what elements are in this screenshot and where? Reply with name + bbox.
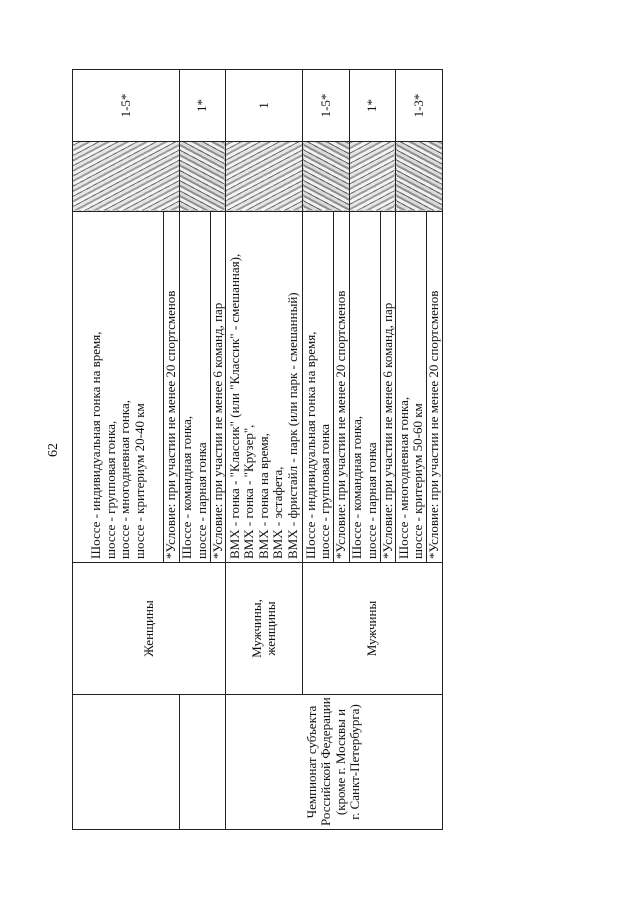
condition-cell: *Условие: при участии не менее 20 спортсменов: [164, 212, 180, 563]
rank-cell: 1-5*: [73, 70, 180, 142]
page-number: 62: [46, 443, 61, 457]
rank-cell: 1*: [349, 70, 396, 142]
discipline-cell: Шоссе - индивидуальная гонка на время, шоссе - групповая гонка, шоссе - многодневная гонка, шоссе - критериум 20-40 км: [73, 212, 164, 563]
discipline-cell: Шоссе - индивидуальная гонка на время, шоссе - групповая гонка: [303, 212, 334, 563]
discipline-cell: Шоссе - многодневная гонка, шоссе - критериум 50-60 км: [396, 212, 427, 563]
table-row: [179, 70, 210, 830]
discipline-cell: Шоссе - командная гонка, шоссе - парная гонка: [349, 212, 380, 563]
gender-cell: Мужчины: [303, 563, 443, 695]
discipline-cell: BMX - гонка - "Классик" (или "Классик" - смешанная), BMX - гонка - "Крузер", BMX - гонка на время, BMX - эстафета, BMX - фристайл - парк (или парк - смешанный): [226, 212, 303, 563]
gender-cell: Мужчины, женщины: [226, 563, 303, 695]
sports-rank-table: [72, 69, 443, 830]
condition-cell: *Условие: при участии не менее 6 команд, пар: [380, 212, 396, 563]
competition-cell: Чемпионат субъекта Российской Федерации (кроме г. Москвы и г. Санкт-Петербурга): [226, 695, 443, 830]
rotated-page-content: [46, 70, 442, 830]
condition-cell: *Условие: при участии не менее 20 спортсменов: [334, 212, 350, 563]
rank-cell: 1-3*: [396, 70, 443, 142]
hatched-cell: [303, 142, 350, 212]
discipline-cell: Шоссе - командная гонка, шоссе - парная гонка: [179, 212, 210, 563]
condition-cell: *Условие: при участии не менее 6 команд, пар: [210, 212, 226, 563]
hatched-cell: [73, 142, 180, 212]
gender-cell: Женщины: [73, 563, 226, 695]
hatched-cell: [179, 142, 226, 212]
hatched-cell: [226, 142, 303, 212]
table-row: [73, 70, 164, 830]
condition-cell: *Условие: при участии не менее 20 спортсменов: [427, 212, 443, 563]
rank-cell: 1*: [179, 70, 226, 142]
hatched-cell: [349, 142, 396, 212]
rank-cell: 1-5*: [303, 70, 350, 142]
table-row: [226, 70, 303, 830]
hatched-cell: [396, 142, 443, 212]
competition-cell-top: [73, 695, 180, 830]
competition-cell-top-2: [179, 695, 226, 830]
rank-cell: 1: [226, 70, 303, 142]
